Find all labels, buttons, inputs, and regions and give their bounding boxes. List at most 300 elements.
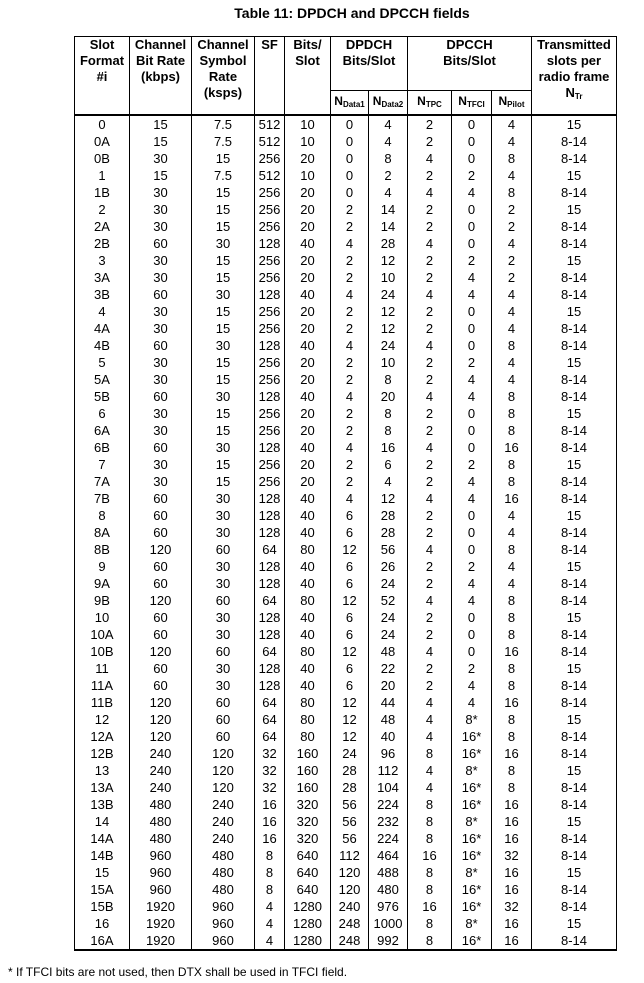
- cell-transmitted-slots: 15: [532, 167, 617, 184]
- cell-sf: 64: [255, 541, 285, 558]
- cell-symbol-rate: 30: [192, 524, 255, 541]
- cell-slot-format: 10B: [75, 643, 130, 660]
- cell-symbol-rate: 120: [192, 779, 255, 796]
- header-transmitted-subscript: Tr: [574, 92, 583, 101]
- cell-ntpc: 8: [408, 932, 452, 950]
- cell-transmitted-slots: 8-14: [532, 728, 617, 745]
- cell-sf: 128: [255, 388, 285, 405]
- cell-symbol-rate: 30: [192, 286, 255, 303]
- cell-npilot: 4: [492, 167, 532, 184]
- cell-ntfci: 2: [452, 660, 492, 677]
- cell-ndata1: 120: [331, 864, 369, 881]
- cell-ndata2: 24: [369, 337, 408, 354]
- cell-sf: 16: [255, 796, 285, 813]
- table-row: [75, 779, 617, 796]
- cell-ndata2: 44: [369, 694, 408, 711]
- cell-ndata2: 24: [369, 626, 408, 643]
- cell-bits-slot: 320: [285, 813, 331, 830]
- cell-npilot: 8: [492, 762, 532, 779]
- cell-npilot: 4: [492, 133, 532, 150]
- header-ntpc: [408, 91, 452, 116]
- cell-sf: 256: [255, 201, 285, 218]
- cell-slot-format: 14B: [75, 847, 130, 864]
- table-row: [75, 864, 617, 881]
- cell-symbol-rate: 15: [192, 218, 255, 235]
- cell-ntfci: 8*: [452, 711, 492, 728]
- cell-slot-format: 2: [75, 201, 130, 218]
- cell-bits-slot: 320: [285, 830, 331, 847]
- cell-sf: 16: [255, 813, 285, 830]
- cell-slot-format: 11A: [75, 677, 130, 694]
- cell-ntpc: 8: [408, 813, 452, 830]
- cell-npilot: 32: [492, 847, 532, 864]
- cell-sf: 128: [255, 575, 285, 592]
- cell-slot-format: 10: [75, 609, 130, 626]
- cell-ndata2: 8: [369, 150, 408, 167]
- cell-ntfci: 4: [452, 286, 492, 303]
- cell-ntfci: 16*: [452, 881, 492, 898]
- table-row: [75, 881, 617, 898]
- cell-sf: 64: [255, 694, 285, 711]
- cell-sf: 128: [255, 337, 285, 354]
- cell-slot-format: 3: [75, 252, 130, 269]
- cell-npilot: 8: [492, 728, 532, 745]
- cell-transmitted-slots: 15: [532, 915, 617, 932]
- table-row: [75, 694, 617, 711]
- cell-bits-slot: 1280: [285, 898, 331, 915]
- cell-sf: 64: [255, 643, 285, 660]
- cell-bits-slot: 20: [285, 456, 331, 473]
- cell-transmitted-slots: 8-14: [532, 371, 617, 388]
- cell-bit-rate: 60: [130, 388, 192, 405]
- cell-slot-format: 1B: [75, 184, 130, 201]
- cell-ntpc: 2: [408, 201, 452, 218]
- cell-transmitted-slots: 8-14: [532, 524, 617, 541]
- table-row: [75, 915, 617, 932]
- cell-slot-format: 2B: [75, 235, 130, 252]
- cell-sf: 8: [255, 881, 285, 898]
- cell-npilot: 16: [492, 881, 532, 898]
- cell-transmitted-slots: 8-14: [532, 575, 617, 592]
- cell-ntpc: 2: [408, 609, 452, 626]
- cell-ntpc: 8: [408, 796, 452, 813]
- header-npilot-n: N: [498, 93, 508, 108]
- cell-bits-slot: 40: [285, 235, 331, 252]
- cell-symbol-rate: 120: [192, 762, 255, 779]
- cell-sf: 64: [255, 592, 285, 609]
- cell-bit-rate: 60: [130, 558, 192, 575]
- header-symbol-rate: Channel Symbol Rate (ksps): [192, 37, 255, 116]
- cell-ndata1: 6: [331, 507, 369, 524]
- cell-ndata1: 6: [331, 626, 369, 643]
- cell-ntfci: 8*: [452, 864, 492, 881]
- header-dpcch: DPCCH Bits/Slot: [408, 37, 532, 91]
- cell-ndata1: 2: [331, 405, 369, 422]
- cell-bit-rate: 30: [130, 320, 192, 337]
- cell-bits-slot: 20: [285, 303, 331, 320]
- cell-sf: 256: [255, 405, 285, 422]
- cell-ndata1: 0: [331, 167, 369, 184]
- cell-bit-rate: 960: [130, 881, 192, 898]
- cell-npilot: 8: [492, 779, 532, 796]
- cell-npilot: 8: [492, 405, 532, 422]
- cell-ntfci: 0: [452, 541, 492, 558]
- cell-bit-rate: 120: [130, 728, 192, 745]
- cell-sf: 512: [255, 167, 285, 184]
- cell-ntfci: 4: [452, 575, 492, 592]
- cell-bits-slot: 160: [285, 762, 331, 779]
- cell-transmitted-slots: 15: [532, 303, 617, 320]
- cell-slot-format: 16: [75, 915, 130, 932]
- cell-slot-format: 1: [75, 167, 130, 184]
- cell-ndata1: 56: [331, 830, 369, 847]
- cell-transmitted-slots: 8-14: [532, 541, 617, 558]
- cell-bits-slot: 20: [285, 218, 331, 235]
- cell-bits-slot: 20: [285, 354, 331, 371]
- cell-symbol-rate: 30: [192, 507, 255, 524]
- cell-symbol-rate: 15: [192, 371, 255, 388]
- cell-slot-format: 12B: [75, 745, 130, 762]
- cell-transmitted-slots: 15: [532, 405, 617, 422]
- cell-symbol-rate: 7.5: [192, 167, 255, 184]
- cell-ndata1: 6: [331, 524, 369, 541]
- cell-ntpc: 4: [408, 286, 452, 303]
- table-row: [75, 813, 617, 830]
- table-row: [75, 388, 617, 405]
- cell-slot-format: 4: [75, 303, 130, 320]
- table-row: [75, 269, 617, 286]
- cell-symbol-rate: 15: [192, 422, 255, 439]
- cell-ntpc: 4: [408, 150, 452, 167]
- cell-transmitted-slots: 15: [532, 762, 617, 779]
- cell-ntfci: 0: [452, 439, 492, 456]
- cell-ndata1: 4: [331, 388, 369, 405]
- cell-ndata1: 6: [331, 575, 369, 592]
- cell-ndata1: 112: [331, 847, 369, 864]
- cell-ntpc: 16: [408, 898, 452, 915]
- cell-bits-slot: 160: [285, 745, 331, 762]
- cell-symbol-rate: 15: [192, 252, 255, 269]
- cell-npilot: 4: [492, 575, 532, 592]
- cell-ndata2: 6: [369, 456, 408, 473]
- table-row: [75, 643, 617, 660]
- cell-ntfci: 2: [452, 252, 492, 269]
- cell-ndata2: 14: [369, 218, 408, 235]
- cell-ndata2: 112: [369, 762, 408, 779]
- cell-ndata1: 0: [331, 150, 369, 167]
- cell-ntpc: 4: [408, 643, 452, 660]
- cell-npilot: 8: [492, 677, 532, 694]
- cell-sf: 256: [255, 269, 285, 286]
- cell-bit-rate: 30: [130, 150, 192, 167]
- cell-symbol-rate: 960: [192, 898, 255, 915]
- cell-bits-slot: 40: [285, 677, 331, 694]
- table-row: [75, 337, 617, 354]
- cell-ntfci: 16*: [452, 796, 492, 813]
- cell-symbol-rate: 15: [192, 354, 255, 371]
- cell-ntfci: 4: [452, 677, 492, 694]
- cell-bit-rate: 480: [130, 813, 192, 830]
- cell-ndata2: 12: [369, 303, 408, 320]
- table-row: [75, 558, 617, 575]
- cell-slot-format: 12: [75, 711, 130, 728]
- table-row: [75, 371, 617, 388]
- cell-transmitted-slots: 8-14: [532, 694, 617, 711]
- cell-bit-rate: 15: [130, 167, 192, 184]
- cell-transmitted-slots: 15: [532, 115, 617, 133]
- cell-symbol-rate: 30: [192, 609, 255, 626]
- cell-transmitted-slots: 8-14: [532, 830, 617, 847]
- cell-transmitted-slots: 15: [532, 507, 617, 524]
- cell-sf: 256: [255, 218, 285, 235]
- cell-slot-format: 0A: [75, 133, 130, 150]
- table-row: [75, 252, 617, 269]
- cell-ntfci: 16*: [452, 847, 492, 864]
- cell-npilot: 16: [492, 694, 532, 711]
- cell-transmitted-slots: 8-14: [532, 779, 617, 796]
- cell-ntpc: 8: [408, 830, 452, 847]
- cell-npilot: 4: [492, 320, 532, 337]
- cell-symbol-rate: 240: [192, 830, 255, 847]
- cell-npilot: 16: [492, 813, 532, 830]
- cell-bit-rate: 30: [130, 201, 192, 218]
- cell-slot-format: 7: [75, 456, 130, 473]
- cell-ntpc: 4: [408, 762, 452, 779]
- cell-bit-rate: 480: [130, 830, 192, 847]
- cell-ntfci: 0: [452, 337, 492, 354]
- cell-sf: 128: [255, 626, 285, 643]
- cell-transmitted-slots: 8-14: [532, 439, 617, 456]
- cell-npilot: 4: [492, 558, 532, 575]
- header-bit-rate: Channel Bit Rate (kbps): [130, 37, 192, 116]
- cell-ntpc: 2: [408, 405, 452, 422]
- cell-sf: 32: [255, 745, 285, 762]
- cell-ndata2: 10: [369, 354, 408, 371]
- cell-sf: 128: [255, 490, 285, 507]
- cell-ntfci: 2: [452, 558, 492, 575]
- cell-bit-rate: 60: [130, 235, 192, 252]
- cell-npilot: 8: [492, 609, 532, 626]
- cell-sf: 4: [255, 898, 285, 915]
- cell-transmitted-slots: 8-14: [532, 150, 617, 167]
- cell-ndata1: 4: [331, 286, 369, 303]
- cell-ndata1: 4: [331, 439, 369, 456]
- cell-ntpc: 2: [408, 626, 452, 643]
- cell-ntpc: 2: [408, 133, 452, 150]
- cell-sf: 4: [255, 932, 285, 950]
- cell-npilot: 16: [492, 864, 532, 881]
- cell-slot-format: 15B: [75, 898, 130, 915]
- cell-bits-slot: 20: [285, 201, 331, 218]
- cell-ndata2: 4: [369, 133, 408, 150]
- header-ntpc-n: N: [417, 93, 426, 108]
- cell-slot-format: 0: [75, 115, 130, 133]
- cell-ndata1: 6: [331, 677, 369, 694]
- cell-ndata1: 248: [331, 932, 369, 950]
- cell-ntfci: 4: [452, 694, 492, 711]
- cell-bit-rate: 30: [130, 184, 192, 201]
- cell-slot-format: 13A: [75, 779, 130, 796]
- header-transmitted-slots: [532, 37, 617, 116]
- cell-ndata2: 24: [369, 609, 408, 626]
- table-row: [75, 575, 617, 592]
- cell-sf: 256: [255, 303, 285, 320]
- cell-bits-slot: 80: [285, 694, 331, 711]
- cell-ntfci: 0: [452, 507, 492, 524]
- cell-symbol-rate: 60: [192, 694, 255, 711]
- cell-bit-rate: 15: [130, 115, 192, 133]
- cell-npilot: 16: [492, 643, 532, 660]
- cell-bit-rate: 1920: [130, 932, 192, 950]
- cell-transmitted-slots: 15: [532, 609, 617, 626]
- cell-npilot: 2: [492, 252, 532, 269]
- cell-bits-slot: 20: [285, 184, 331, 201]
- cell-bit-rate: 60: [130, 337, 192, 354]
- header-ndata2-subscript: Data2: [381, 99, 404, 109]
- cell-ntfci: 16*: [452, 932, 492, 950]
- cell-symbol-rate: 480: [192, 881, 255, 898]
- cell-npilot: 16: [492, 830, 532, 847]
- cell-bits-slot: 20: [285, 150, 331, 167]
- cell-transmitted-slots: 15: [532, 813, 617, 830]
- cell-transmitted-slots: 8-14: [532, 388, 617, 405]
- table-row: [75, 660, 617, 677]
- cell-slot-format: 11B: [75, 694, 130, 711]
- cell-transmitted-slots: 8-14: [532, 592, 617, 609]
- cell-bits-slot: 40: [285, 507, 331, 524]
- table-row: [75, 728, 617, 745]
- cell-symbol-rate: 30: [192, 337, 255, 354]
- cell-ntpc: 2: [408, 167, 452, 184]
- cell-npilot: 16: [492, 745, 532, 762]
- cell-bit-rate: 30: [130, 269, 192, 286]
- cell-ndata1: 12: [331, 643, 369, 660]
- table-row: [75, 167, 617, 184]
- cell-npilot: 4: [492, 115, 532, 133]
- cell-bit-rate: 120: [130, 592, 192, 609]
- cell-ndata2: 8: [369, 371, 408, 388]
- table-row: [75, 507, 617, 524]
- cell-ndata2: 1000: [369, 915, 408, 932]
- table-row: [75, 473, 617, 490]
- cell-ndata2: 26: [369, 558, 408, 575]
- cell-sf: 16: [255, 830, 285, 847]
- cell-ntfci: 0: [452, 150, 492, 167]
- cell-bits-slot: 20: [285, 269, 331, 286]
- table-row: [75, 150, 617, 167]
- cell-transmitted-slots: 8-14: [532, 796, 617, 813]
- cell-bits-slot: 10: [285, 115, 331, 133]
- cell-bit-rate: 30: [130, 422, 192, 439]
- cell-sf: 256: [255, 371, 285, 388]
- table-body: [75, 115, 617, 950]
- cell-bits-slot: 10: [285, 133, 331, 150]
- cell-ndata2: 12: [369, 320, 408, 337]
- cell-transmitted-slots: 15: [532, 252, 617, 269]
- cell-transmitted-slots: 8-14: [532, 626, 617, 643]
- cell-npilot: 2: [492, 269, 532, 286]
- cell-ndata2: 96: [369, 745, 408, 762]
- cell-bit-rate: 15: [130, 133, 192, 150]
- cell-sf: 64: [255, 728, 285, 745]
- footnote: * If TFCI bits are not used, then DTX shall be used in TFCI field.: [8, 965, 348, 979]
- cell-transmitted-slots: 8-14: [532, 286, 617, 303]
- cell-sf: 256: [255, 354, 285, 371]
- table-row: [75, 439, 617, 456]
- cell-transmitted-slots: 8-14: [532, 745, 617, 762]
- cell-bits-slot: 20: [285, 422, 331, 439]
- cell-bit-rate: 60: [130, 524, 192, 541]
- cell-ntpc: 2: [408, 218, 452, 235]
- cell-symbol-rate: 30: [192, 439, 255, 456]
- header-dpdch: DPDCH Bits/Slot: [331, 37, 408, 91]
- cell-transmitted-slots: 15: [532, 660, 617, 677]
- cell-ntfci: 0: [452, 422, 492, 439]
- cell-npilot: 16: [492, 932, 532, 950]
- table-row: [75, 898, 617, 915]
- cell-transmitted-slots: 15: [532, 201, 617, 218]
- cell-symbol-rate: 30: [192, 660, 255, 677]
- cell-transmitted-slots: 15: [532, 558, 617, 575]
- cell-ntfci: 2: [452, 354, 492, 371]
- cell-npilot: 8: [492, 456, 532, 473]
- cell-npilot: 8: [492, 337, 532, 354]
- cell-ntfci: 4: [452, 371, 492, 388]
- header-ndata1: [331, 91, 369, 116]
- cell-sf: 256: [255, 456, 285, 473]
- cell-bits-slot: 40: [285, 490, 331, 507]
- header-sf: SF: [255, 37, 285, 116]
- cell-ndata1: 2: [331, 320, 369, 337]
- table-row: [75, 115, 617, 133]
- cell-ndata1: 248: [331, 915, 369, 932]
- header-ntfci-subscript: TFCI: [466, 99, 485, 109]
- cell-bit-rate: 30: [130, 473, 192, 490]
- cell-bit-rate: 30: [130, 405, 192, 422]
- cell-ndata2: 224: [369, 796, 408, 813]
- table-row: [75, 201, 617, 218]
- table-row: [75, 592, 617, 609]
- cell-transmitted-slots: 8-14: [532, 218, 617, 235]
- cell-ntpc: 2: [408, 269, 452, 286]
- cell-ntfci: 0: [452, 201, 492, 218]
- cell-ntpc: 4: [408, 541, 452, 558]
- cell-ntfci: 16*: [452, 779, 492, 796]
- cell-npilot: 8: [492, 592, 532, 609]
- cell-ndata1: 2: [331, 473, 369, 490]
- cell-npilot: 8: [492, 626, 532, 643]
- cell-ntfci: 16*: [452, 745, 492, 762]
- cell-bit-rate: 30: [130, 218, 192, 235]
- cell-ntfci: 8*: [452, 762, 492, 779]
- cell-slot-format: 15: [75, 864, 130, 881]
- cell-ndata1: 2: [331, 252, 369, 269]
- cell-ntpc: 2: [408, 115, 452, 133]
- cell-bit-rate: 120: [130, 541, 192, 558]
- cell-ndata2: 28: [369, 507, 408, 524]
- cell-ntfci: 4: [452, 269, 492, 286]
- cell-ntpc: 2: [408, 575, 452, 592]
- cell-ntfci: 0: [452, 218, 492, 235]
- cell-ndata2: 4: [369, 184, 408, 201]
- cell-symbol-rate: 15: [192, 320, 255, 337]
- cell-slot-format: 10A: [75, 626, 130, 643]
- cell-npilot: 8: [492, 711, 532, 728]
- cell-ndata1: 4: [331, 490, 369, 507]
- cell-slot-format: 12A: [75, 728, 130, 745]
- cell-ndata1: 2: [331, 303, 369, 320]
- cell-symbol-rate: 30: [192, 626, 255, 643]
